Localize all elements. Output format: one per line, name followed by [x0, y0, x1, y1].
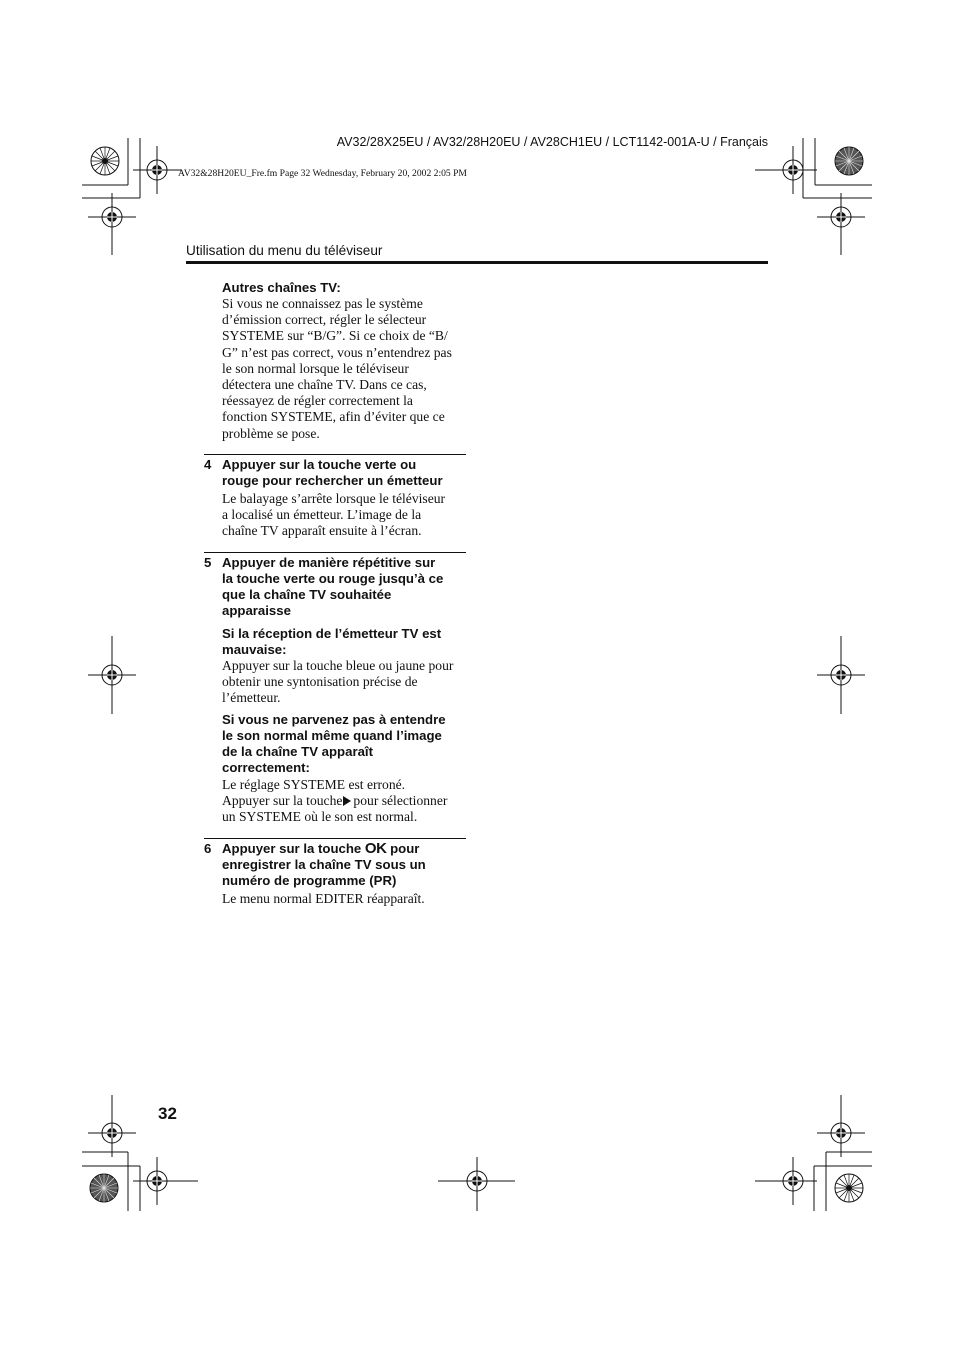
- page-number: 32: [158, 1104, 177, 1123]
- other-channels-heading: Autres chaînes TV:: [222, 280, 341, 295]
- step-4-text: Le balayage s’arrête lorsque le téléviseur a localisé un émetteur. L’image de la chaîne TV apparaît ensuite à l’écran.: [222, 491, 446, 539]
- divider: [204, 838, 466, 839]
- divider: [204, 454, 466, 455]
- section-title: Utilisation du menu du téléviseur: [186, 243, 383, 258]
- section-rule: [186, 261, 768, 264]
- step-5-heading: Appuyer de manière répétitive sur la touche verte ou rouge jusqu’à ce que la chaîne TV souhaitée apparaisse: [222, 555, 444, 618]
- step-4: [222, 457, 468, 540]
- step-5: [222, 555, 468, 825]
- no-sound-heading: Si vous ne parvenez pas à entendre le son normal même quand l’image de la chaîne TV apparaît correctement:: [222, 711, 446, 775]
- ok-button-label: OK: [364, 840, 387, 857]
- step-6: [222, 841, 468, 907]
- step-number: 5: [204, 555, 212, 570]
- poor-reception-heading: Si la réception de l’émetteur TV est mauvaise:: [222, 626, 442, 657]
- no-sound-text: Le réglage SYSTEME est erroné. Appuyer sur la touche pour sélectionner un SYSTEME où le son est normal.: [222, 776, 448, 825]
- right-arrow-icon: [343, 796, 351, 806]
- file-info: AV32&28H20EU_Fre.fm Page 32 Wednesday, February 20, 2002 2:05 PM: [178, 168, 467, 179]
- divider: [204, 552, 466, 553]
- other-channels-text: Si vous ne connaissez pas le système d’émission correct, régler le sélecteur SYSTEME sur “B/G”. Si ce choix de “B/ G” n’est pas correct, vous n’entendrez pas le son normal lorsque le téléviseur détectera une chaîne TV. Dans ce cas, réessayez de régler correctement la fonction SYSTEME, afin d’éviter que ce problème se pose.: [222, 296, 452, 441]
- document-code: AV32/28X25EU / AV32/28H20EU / AV28CH1EU / LCT1142-001A-U / Français: [336, 135, 768, 149]
- step-number: 4: [204, 457, 212, 472]
- step-number: 6: [204, 841, 212, 856]
- step-4-heading: Appuyer sur la touche verte ou rouge pour rechercher un émetteur: [222, 457, 443, 488]
- poor-reception-text: Appuyer sur la touche bleue ou jaune pour obtenir une syntonisation précise de l’émetteur.: [222, 658, 454, 706]
- step-6-text: Le menu normal EDITER réapparaît.: [222, 891, 425, 906]
- other-channels-block: [222, 280, 468, 442]
- step-6-heading: Appuyer sur la touche OK pour enregistrer la chaîne TV sous un numéro de programme (PR): [222, 840, 426, 888]
